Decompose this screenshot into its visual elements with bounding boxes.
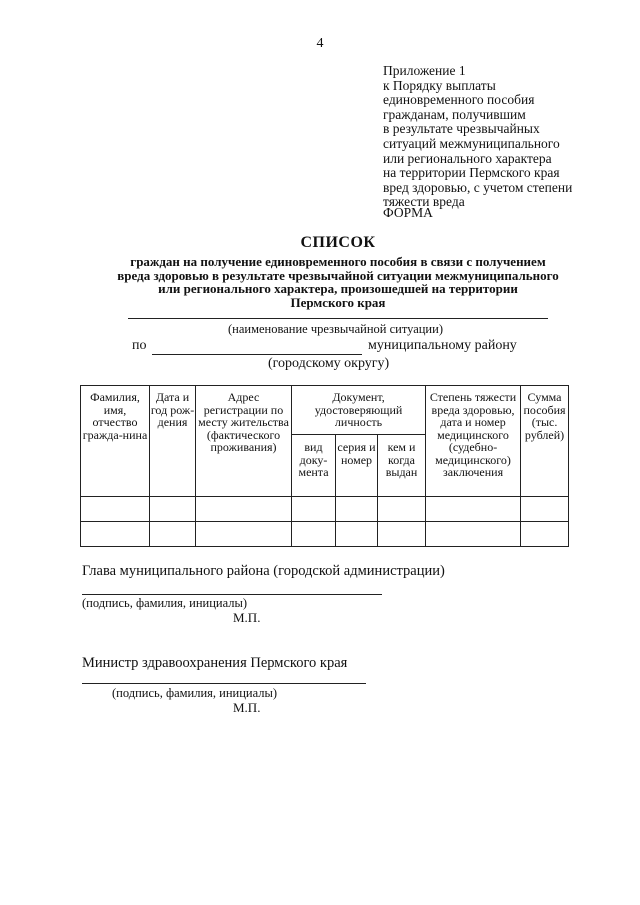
table-cell	[521, 497, 569, 522]
district-suffix: муниципальному району	[368, 338, 517, 353]
appendix-line: к Порядку выплаты	[383, 77, 496, 93]
table-cell	[292, 522, 336, 547]
emergency-caption: (наименование чрезвычайной ситуации)	[228, 322, 443, 336]
document-subtitle	[60, 255, 616, 309]
appendix-line: на территории Пермского края	[383, 165, 560, 181]
signature-1-line	[82, 594, 382, 595]
appendix-line: в результате чрезвычайных	[383, 121, 540, 137]
table-cell	[196, 497, 292, 522]
signature-2-caption: (подпись, фамилия, инициалы)	[112, 686, 278, 700]
table-row	[81, 497, 569, 522]
page-number: 4	[316, 36, 324, 51]
col-header-doc-issuer: кем и когда выдан	[378, 435, 426, 497]
table-cell	[426, 497, 521, 522]
subtitle-line: или регионального характера, произошедшей на территории	[158, 281, 518, 296]
signature-2-line	[82, 683, 366, 684]
col-header-doc-type: вид доку-мента	[292, 435, 336, 497]
appendix-line: тяжести вреда	[383, 194, 465, 210]
table-row	[81, 522, 569, 547]
signature-1-stamp: М.П.	[233, 610, 261, 625]
col-header-amount: Сумма пособия (тыс. рублей)	[521, 386, 569, 497]
table-cell	[521, 522, 569, 547]
subtitle-line: Пермского края	[290, 294, 386, 310]
district-prefix: по	[132, 338, 147, 353]
col-header-birth-date: Дата и год рож-дения	[150, 386, 196, 497]
district-name-line	[152, 354, 362, 355]
col-header-document: Документ, удостоверяющий личность	[292, 386, 426, 435]
appendix-line: или регионального характера	[383, 150, 552, 166]
subtitle-line: вреда здоровью в результате чрезвычайной ситуации межмуниципального	[117, 267, 559, 283]
appendix-line: ситуаций межмуниципального	[383, 135, 560, 151]
table-cell	[81, 497, 150, 522]
table-cell	[378, 497, 426, 522]
col-header-name: Фамилия, имя, отчество гражда-нина	[81, 386, 150, 497]
col-header-address: Адрес регистрации по месту жительства (фактического проживания)	[196, 386, 292, 497]
form-label: ФОРМА	[383, 205, 433, 220]
citizens-table	[80, 385, 569, 547]
table-cell	[336, 497, 378, 522]
emergency-name-line	[128, 318, 548, 319]
signature-1-title: Глава муниципального района (городской администрации)	[82, 563, 445, 579]
col-header-severity: Степень тяжести вреда здоровью, дата и номер медицинского (судебно-медицинского) заключения	[426, 386, 521, 497]
col-header-doc-series: серия и номер	[336, 435, 378, 497]
appendix-line: вред здоровью, с учетом степени	[383, 179, 573, 195]
signature-1-caption: (подпись, фамилия, инициалы)	[82, 596, 248, 610]
appendix-line: единовременного пособия	[383, 92, 535, 108]
appendix-line: Приложение 1	[383, 63, 466, 78]
table-cell	[426, 522, 521, 547]
signature-2-stamp: М.П.	[233, 700, 261, 715]
subtitle-line: граждан на получение единовременного пособия в связи с получением	[130, 254, 546, 269]
table-cell	[196, 522, 292, 547]
table-cell	[150, 522, 196, 547]
appendix-block	[383, 64, 623, 210]
table-cell	[292, 497, 336, 522]
table-cell	[150, 497, 196, 522]
signature-2-title: Министр здравоохранения Пермского края	[82, 655, 348, 671]
appendix-line: гражданам, получившим	[383, 106, 526, 122]
district-caption: (городскому округу)	[268, 356, 390, 371]
table-cell	[378, 522, 426, 547]
document-title: СПИСОК	[300, 234, 376, 251]
table-cell	[336, 522, 378, 547]
table-cell	[81, 522, 150, 547]
